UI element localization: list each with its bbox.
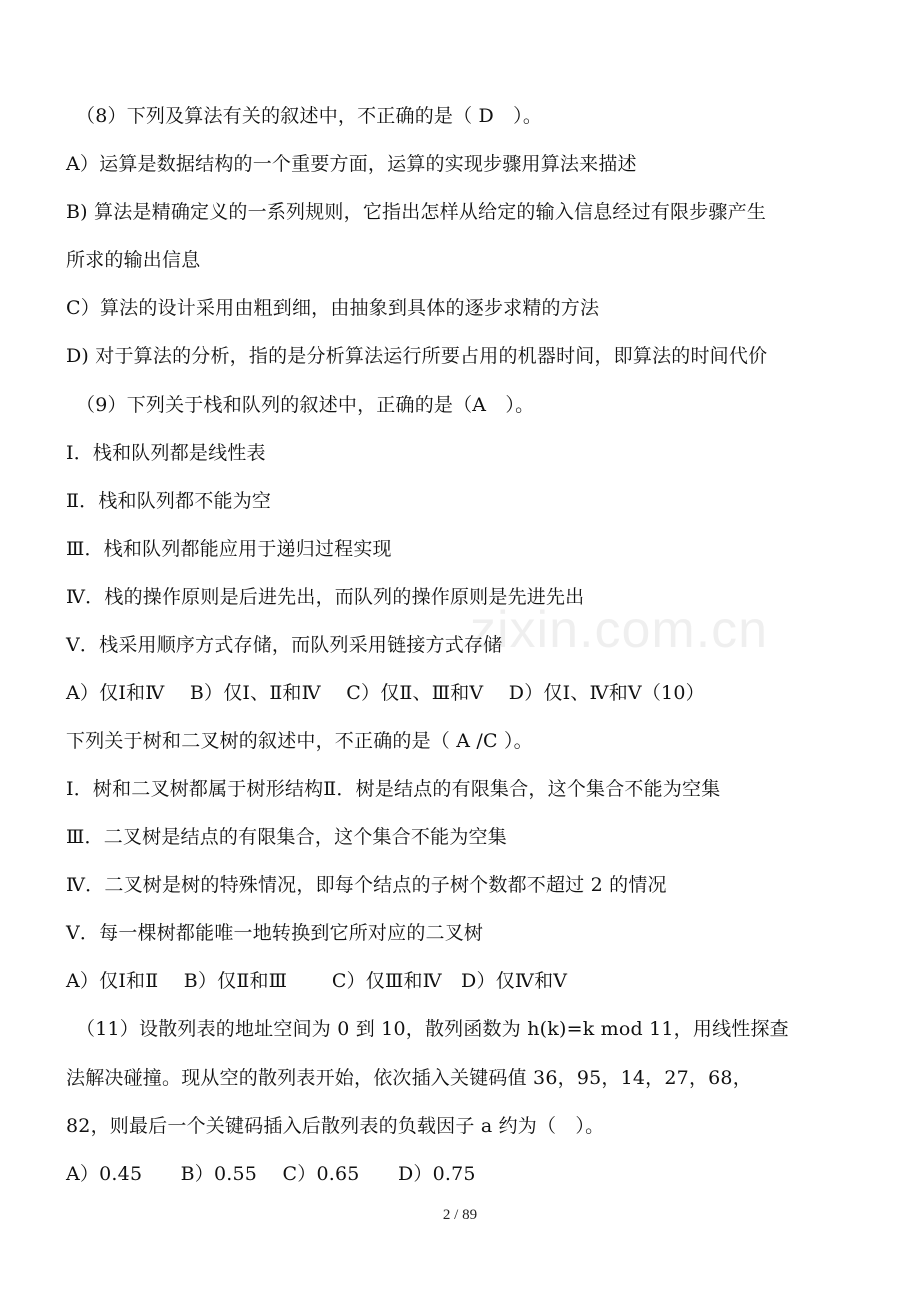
question-10-options: A）仅Ⅰ和Ⅱ B）仅Ⅱ和Ⅲ C）仅Ⅲ和Ⅳ D）仅Ⅳ和Ⅴ	[66, 970, 568, 992]
question-10-statements-1-2: Ⅰ．树和二叉树都属于树形结构Ⅱ．树是结点的有限集合，这个集合不能为空集	[66, 778, 721, 800]
question-9-statement-2: Ⅱ．栈和队列都不能为空	[66, 490, 272, 512]
question-11-stem-end: 82，则最后一个关键码插入后散列表的负载因子 a 约为（ ）。	[66, 1115, 605, 1137]
question-9-statement-1: Ⅰ．栈和队列都是线性表	[66, 442, 266, 464]
question-10-statement-3: Ⅲ．二叉树是结点的有限集合，这个集合不能为空集	[66, 826, 507, 848]
question-11-stem-continued: 法解决碰撞。现从空的散列表开始，依次插入关键码值 36，95，14，27，68，	[66, 1067, 752, 1089]
question-8-option-d: D) 对于算法的分析，指的是分析算法运行所要占用的机器时间，即算法的时间代价	[66, 345, 768, 367]
question-8-option-a: A）运算是数据结构的一个重要方面，运算的实现步骤用算法来描述	[66, 153, 637, 175]
question-10-stem: 下列关于树和二叉树的叙述中，不正确的是（ A /C ）。	[66, 730, 533, 752]
question-11-options: A）0.45 B）0.55 C）0.65 D）0.75	[66, 1163, 476, 1185]
question-9-stem: （9）下列关于栈和队列的叙述中，正确的是（A ）。	[76, 394, 535, 416]
question-9-statement-3: Ⅲ．栈和队列都能应用于递归过程实现	[66, 538, 392, 560]
question-9-options: A）仅Ⅰ和Ⅳ B）仅Ⅰ、Ⅱ和Ⅳ C）仅Ⅱ、Ⅲ和Ⅴ D）仅Ⅰ、Ⅳ和Ⅴ（10）	[66, 682, 705, 704]
question-8-stem: （8）下列及算法有关的叙述中，不正确的是（ D ）。	[76, 105, 543, 127]
question-10-statement-4: Ⅳ．二叉树是树的特殊情况，即每个结点的子树个数都不超过 2 的情况	[66, 874, 667, 896]
question-9-statement-5: Ⅴ．栈采用顺序方式存储，而队列采用链接方式存储	[66, 634, 503, 656]
question-8-option-c: C）算法的设计采用由粗到细，由抽象到具体的逐步求精的方法	[66, 297, 600, 319]
question-8-option-b-continued: 所求的输出信息	[66, 249, 201, 271]
question-9-statement-4: Ⅳ．栈的操作原则是后进先出，而队列的操作原则是先进先出	[66, 586, 585, 608]
page-number: 2 / 89	[442, 1207, 478, 1223]
question-10-statement-5: Ⅴ．每一棵树都能唯一地转换到它所对应的二叉树	[66, 922, 484, 944]
question-11-stem: （11）设散列表的地址空间为 0 到 10，散列函数为 h(k)=k mod 11，用线性探查	[76, 1018, 789, 1040]
question-8-option-b: B) 算法是精确定义的一系列规则，它指出怎样从给定的输入信息经过有限步骤产生	[66, 201, 767, 223]
watermark: zixin.com.cn	[470, 601, 769, 659]
